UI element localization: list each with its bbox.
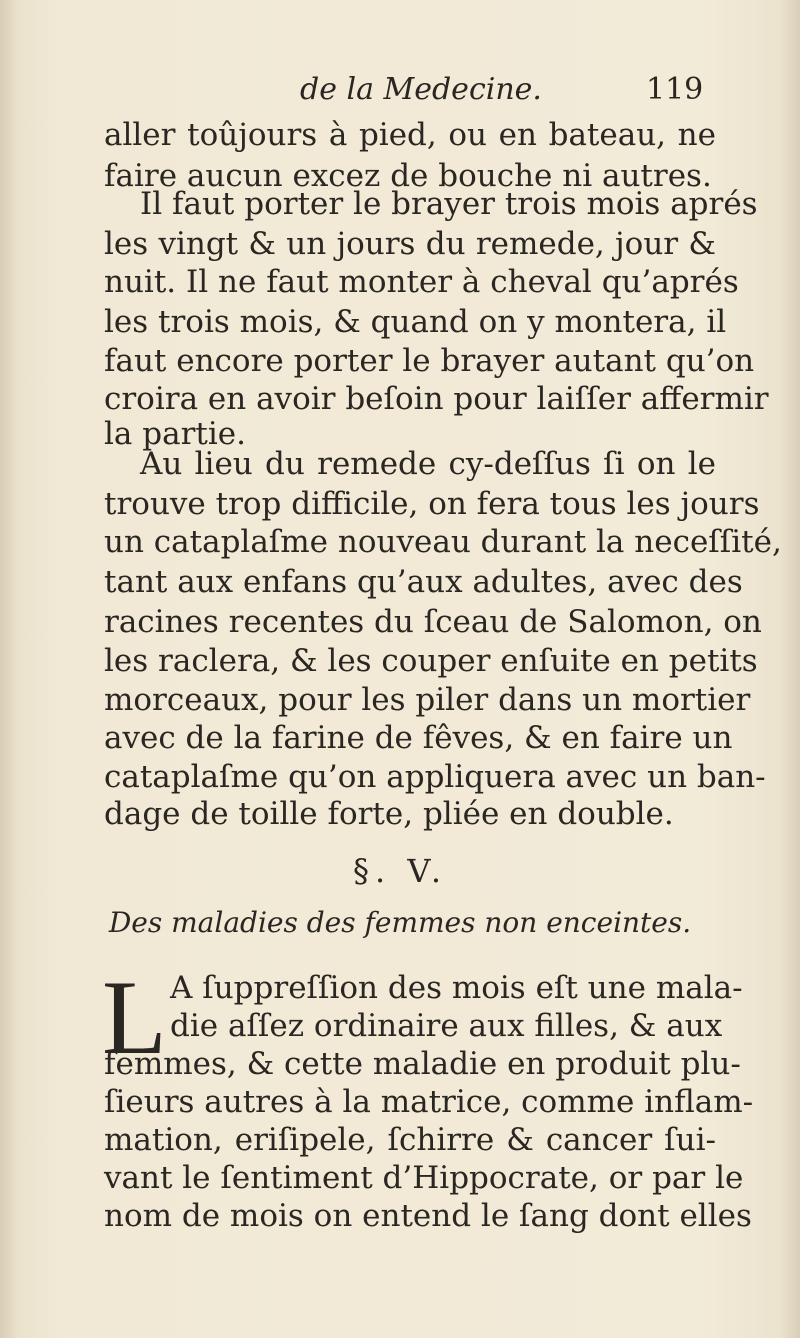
text-line: un cataplaſme nouveau durant la neceſſité, [104, 524, 782, 560]
text-line: faire aucun excez de bouche ni autres. [104, 158, 712, 194]
text-line: les vingt & un jours du remede, jour & [104, 226, 716, 262]
text-line: mation, eriſipele, ſchirre & cancer ſui- [104, 1122, 716, 1158]
text-line: tant aux enfans qu’aux adultes, avec des [104, 564, 743, 600]
text-line: die aſſez ordinaire aux filles, & aux [170, 1008, 723, 1044]
text-line: les trois mois, & quand on y montera, il [104, 304, 727, 340]
text-line: A ſuppreſſion des mois eſt une mala- [170, 970, 743, 1006]
text-line: faut encore porter le brayer autant qu’on [104, 343, 755, 379]
page-number: 119 [646, 72, 704, 107]
text-line: vant le ſentiment d’Hippocrate, or par le [104, 1160, 744, 1196]
text-line: dage de toille forte, pliée en double. [104, 796, 674, 832]
text-line: croira en avoir beſoin pour laiſſer affermir [104, 381, 769, 417]
text-line: avec de la farine de fêves, & en faire un [104, 720, 733, 756]
text-line: la partie. [104, 416, 246, 452]
running-title: de la Medecine. [300, 72, 542, 107]
drop-cap: L [102, 959, 167, 1076]
page-header [0, 72, 800, 112]
text-line: nuit. Il ne faut monter à cheval qu’aprés [104, 264, 739, 300]
paragraph-start-line: Au lieu du remede cy-deſſus ſi on le [140, 446, 716, 482]
paragraph-start-line: Il faut porter le brayer trois mois aprés [140, 186, 758, 222]
text-line: nom de mois on entend le ſang dont elles [104, 1198, 752, 1234]
text-line: morceaux, pour les piler dans un mortier [104, 682, 751, 718]
text-line: femmes, & cette maladie en produit plu- [104, 1046, 741, 1082]
section-title: Des maladies des femmes non enceintes. [108, 906, 692, 939]
text-line: les raclera, & les couper enſuite en petits [104, 643, 758, 679]
text-line: racines recentes du ſceau de Salomon, on [104, 604, 762, 640]
text-line: cataplaſme qu’on appliquera avec un ban- [104, 759, 766, 795]
text-line: aller toûjours à pied, ou en bateau, ne [104, 117, 716, 153]
section-number: §. V. [352, 852, 448, 890]
text-line: ſieurs autres à la matrice, comme inflam- [104, 1084, 754, 1120]
text-line: trouve trop difficile, on fera tous les jours [104, 486, 760, 522]
